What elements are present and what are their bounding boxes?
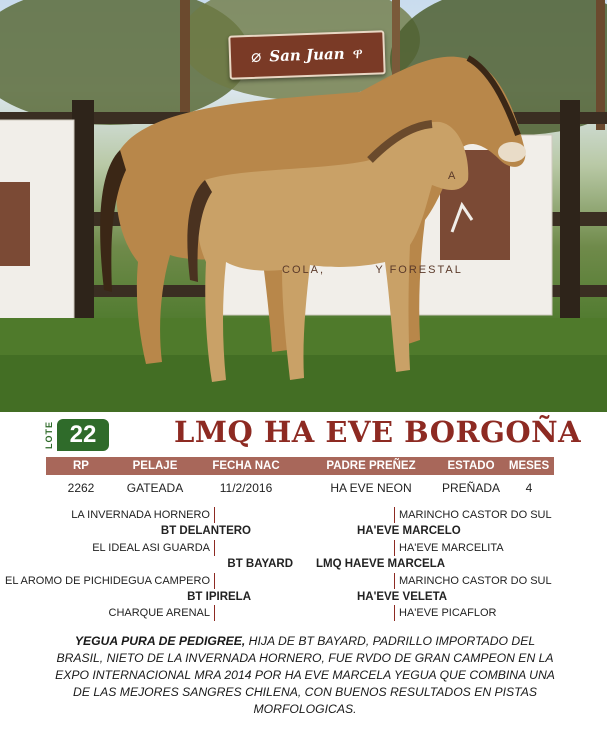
info-table-header bbox=[46, 457, 554, 475]
header-meses: MESES bbox=[508, 460, 550, 472]
left-banner bbox=[0, 120, 74, 330]
info-table-row bbox=[46, 479, 554, 497]
pedigree-ddd: HA'EVE PICAFLOR bbox=[399, 607, 497, 619]
value-padre-prenez: HA EVE NEON bbox=[330, 481, 412, 495]
pedigree-sdd: CHARQUE ARENAL bbox=[108, 607, 210, 619]
value-meses: 4 bbox=[525, 481, 533, 495]
header-estado: ESTADO bbox=[447, 460, 495, 472]
pedigree-sss: LA INVERNADA HORNERO bbox=[71, 509, 210, 521]
brand-name: San Juan bbox=[269, 44, 345, 66]
banner-text-top: A bbox=[448, 170, 458, 182]
value-rp: 2262 bbox=[67, 481, 95, 495]
pedigree-sire: BT BAYARD bbox=[227, 558, 293, 570]
header-pelaje: PELAJE bbox=[132, 460, 178, 472]
san-juan-brand-sign bbox=[228, 30, 385, 79]
pedigree-sds: EL AROMO DE PICHIDEGUA CAMPERO bbox=[5, 575, 210, 587]
description-body: HIJA DE BT BAYARD, PADRILLO IMPORTADO DEL BRASIL, NIETO DE LA INVERNADA HORNERO, FUE RVDO DE GRAN CAMPEON EN LA EXPO INTERNACIONAL MRA 2014 POR HA EVE MARCELA YEGUA QUE COMBINA UNA DE LAS MEJORES SANGRES CHILENA, CON BUENOS RESULTADOS EN PISTAS MORFOLOGICAS. bbox=[55, 634, 555, 716]
pedigree-dss: MARINCHO CASTOR DO SUL bbox=[399, 509, 552, 521]
header-fecha-nac: FECHA NAC bbox=[212, 460, 280, 472]
value-fecha-nac: 11/2/2016 bbox=[219, 481, 273, 495]
pedigree-dsd: HA'EVE MARCELITA bbox=[399, 542, 504, 554]
header-padre-prenez: PADRE PREÑEZ bbox=[326, 460, 416, 472]
lot-description bbox=[50, 633, 560, 718]
pedigree-dam-dam: HA'EVE VELETA bbox=[357, 591, 448, 603]
pedigree-sire-dam: BT IPIRELA bbox=[187, 591, 251, 603]
lot-label: LOTE bbox=[44, 421, 54, 449]
pedigree-dam: LMQ HAEVE MARCELA bbox=[316, 558, 446, 570]
brand-number: ዋ bbox=[352, 44, 364, 63]
pedigree-dds: MARINCHO CASTOR DO SUL bbox=[399, 575, 552, 587]
lot-badge bbox=[44, 419, 109, 451]
pedigree-sire-sire: BT DELANTERO bbox=[160, 525, 251, 537]
header-rp: RP bbox=[73, 460, 89, 472]
description-lead: YEGUA PURA DE PEDIGREE, bbox=[74, 634, 246, 648]
value-pelaje: GATEADA bbox=[126, 481, 184, 495]
horse-name-title: LMQ HA EVE BORGOÑA bbox=[174, 415, 582, 449]
lot-number: 22 bbox=[57, 419, 109, 451]
horseshoe-brand-icon: ⌀ bbox=[250, 46, 262, 67]
pedigree-ssd: EL IDEAL ASI GUARDA bbox=[92, 542, 210, 554]
pedigree-dam-sire: HA'EVE MARCELO bbox=[357, 525, 461, 537]
value-estado: PREÑADA bbox=[441, 481, 500, 495]
banner-text-bottom: COLA, Y FORESTAL bbox=[282, 264, 463, 276]
